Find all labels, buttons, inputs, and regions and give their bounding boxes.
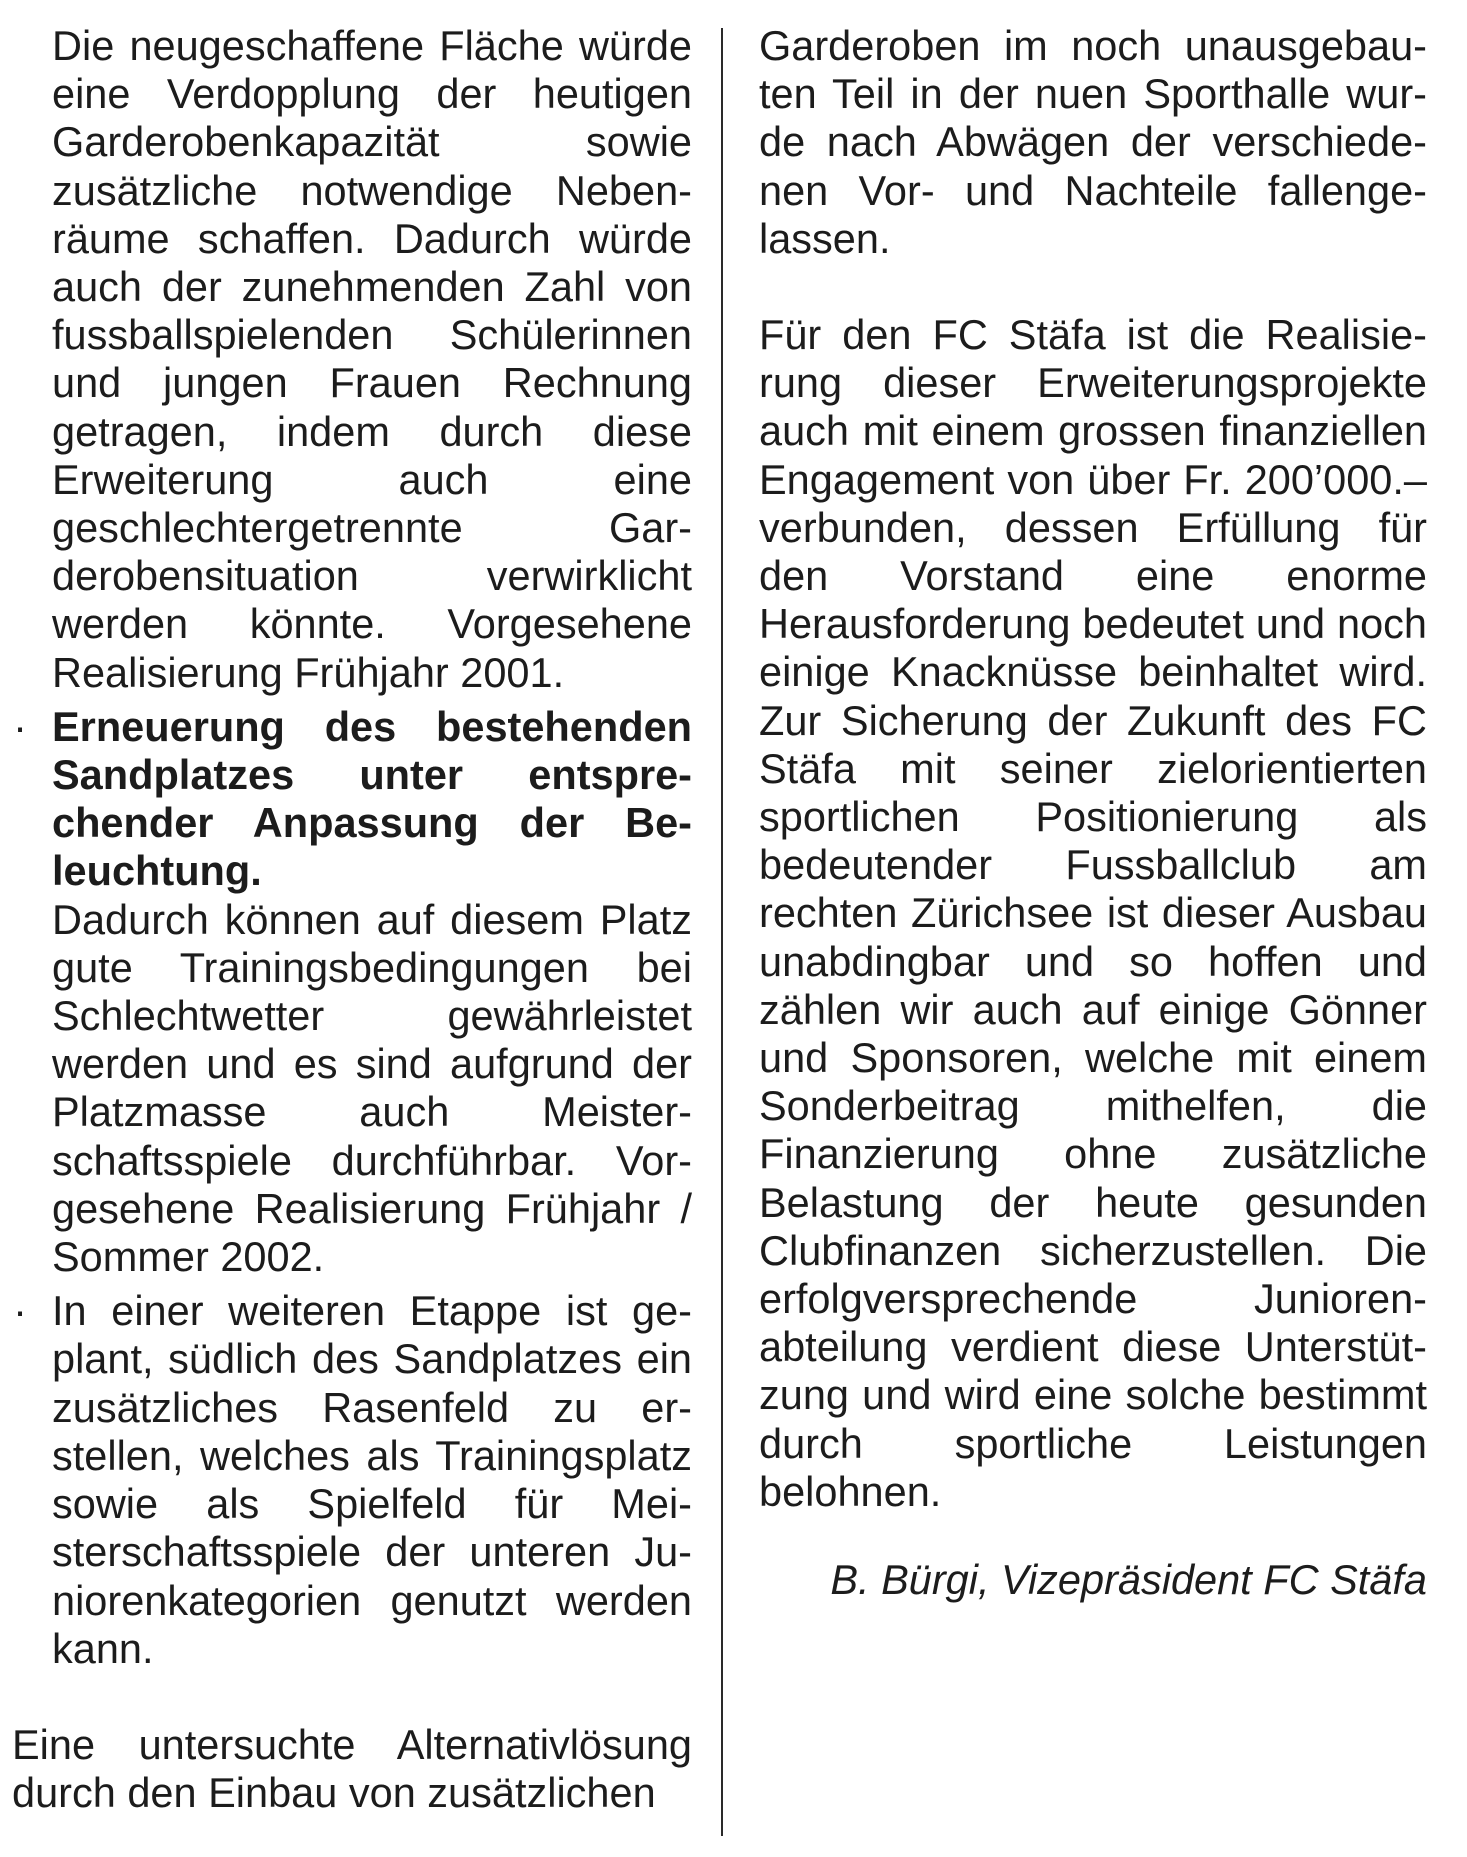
bullet-text-rasenfeld: In einer weiteren Etappe ist geplant, südlich des Sandplatzes ein zusätzliches Rasenfeld zu erstellen, welches als Trainingsplatz sowie als Spielfeld für Meisterschaftsspiele der unteren Juniorenkategorien genutzt werden kann.: [52, 1287, 692, 1672]
bullet-marker: ·: [13, 702, 27, 750]
bullet-heading-sandplatz: Erneuerung des bestehenden Sandplatzes unter entsprechender Anpassung der Beleuchtung.: [52, 702, 692, 895]
continuation-paragraph: Garderoben im noch unausgebauten Teil in der nuen Sporthalle wurde nach Abwägen der verschiedenen Vor- und Nachteile fallengelassen.: [759, 22, 1427, 262]
column-divider: [721, 28, 723, 1836]
intro-paragraph: Die neugeschaffene Fläche würde eine Verdopplung der heutigen Garderobenkapazität sowie zusätzliche notwendige Nebenräume schaffen. Dadurch würde auch der zunehmenden Zahl von fussballspielenden Schülerinnen und jungen Frauen Rechnung getragen, indem durch diese Erweiterung auch eine geschlechtergetrennte Garderobensituation verwirklicht werden könnte. Vorgesehene Realisierung Frühjahr 2001.: [52, 22, 692, 696]
right-column: [759, 22, 1427, 1604]
bullet-item-rasenfeld: [13, 1287, 692, 1673]
bullet-text-sandplatz: Dadurch können auf diesem Platz gute Trainingsbedingungen bei Schlechtwetter gewährleistet werden und es sind aufgrund der Platzmasse auch Meisterschaftsspiele durchführbar. Vorgesehene Realisierung Frühjahr / Sommer 2002.: [52, 895, 692, 1281]
left-column: [12, 22, 692, 1817]
funding-paragraph: Für den FC Stäfa ist die Realisierung dieser Erweiterungsprojekte auch mit einem grossen finanziellen Engagement von über Fr. 200’000.– verbunden, dessen Erfüllung für den Vorstand eine enorme Herausforderung bedeutet und noch einige Knacknüsse beinhaltet wird. Zur Sicherung der Zukunft des FC Stäfa mit seiner zielorientierten sportlichen Positionierung als bedeutender Fussballclub am rechten Zürichsee ist dieser Ausbau unabdingbar und so hoffen und zählen wir auch auf einige Gönner und Sponsoren, welche mit einem Sonderbeitrag mithelfen, die Finanzierung ohne zusätzliche Belastung der heute gesunden Clubfinanzen sicherzustellen. Die erfolgversprechende Juniorenabteilung verdient diese Unterstützung und wird eine solche bestimmt durch sportliche Leistungen belohnen.: [759, 311, 1427, 1515]
closing-paragraph: Eine untersuchte Alternativlösung durch den Einbau von zusätzlichen: [12, 1720, 692, 1817]
signature: B. Bürgi, Vizepräsident FC Stäfa: [830, 1556, 1427, 1604]
bullet-marker: ·: [13, 1287, 27, 1335]
bullet-item-sandplatz: [13, 702, 692, 1281]
